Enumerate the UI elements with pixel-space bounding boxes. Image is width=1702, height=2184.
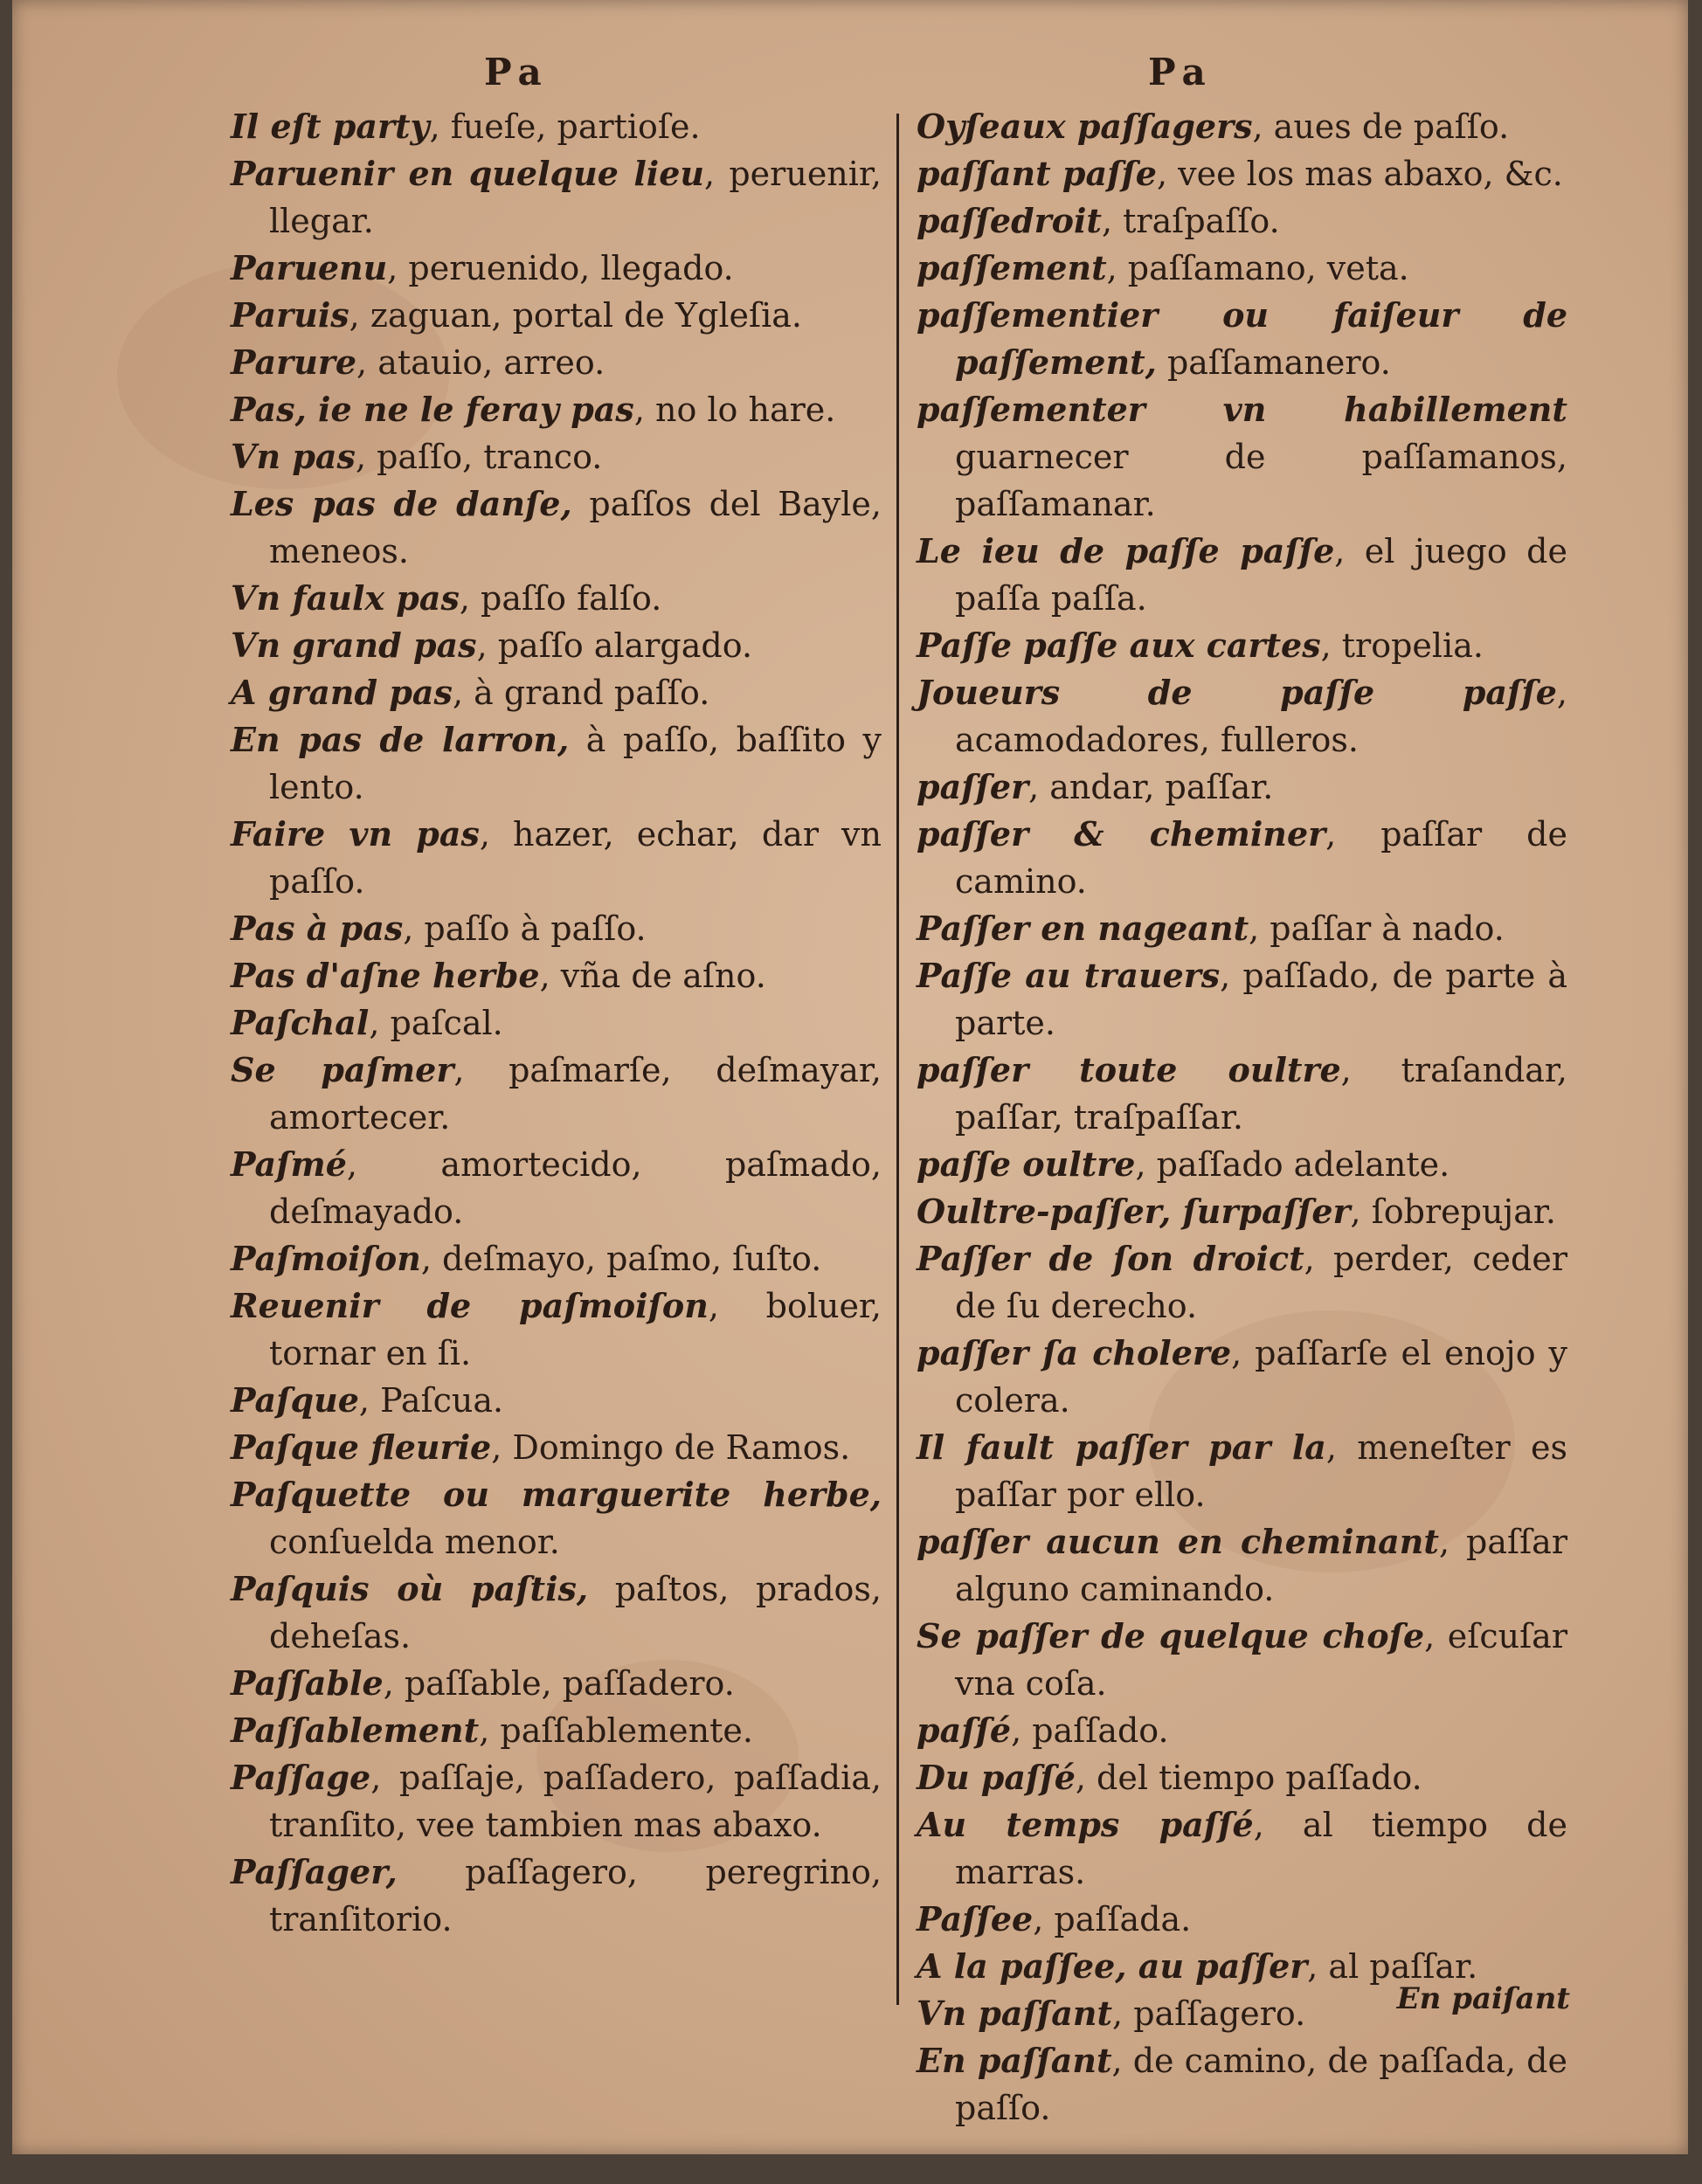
dictionary-entry [231,292,882,339]
entry-headword: Vn paſſant [917,1994,1113,2033]
entry-translation: , deſmayo, paſmo, ſuſto. [420,1240,822,1278]
dictionary-entry [917,1801,1567,1896]
entry-headword: Paſque [231,1380,359,1420]
dictionary-entry [231,716,882,811]
entry-translation: , paſſado adelante. [1135,1145,1450,1184]
left-column [231,103,882,1943]
entry-headword: Paſſage [231,1758,371,1797]
entry-translation: , peruenir, llegar. [269,155,882,240]
entry-headword: paſſer ſa cholere [917,1333,1232,1372]
entry-translation: , paſſada. [1033,1900,1192,1939]
entry-headword: Il eſt party [231,107,430,146]
dictionary-entry [231,480,882,575]
dictionary-entry [917,1754,1567,1801]
dictionary-entry [231,433,882,480]
entry-translation: , zaguan, portal de Ygleſia. [349,296,802,335]
entry-headword: paſſer & cheminer [917,814,1326,854]
entry-translation: , ſobrepujar. [1350,1192,1556,1231]
entry-translation: , Paſcua. [358,1381,504,1420]
entry-headword: Paſmé [231,1144,347,1184]
dictionary-entry [917,245,1567,292]
entry-translation: , paſmarſe, deſmayar, amortecer. [269,1051,882,1137]
dictionary-entry [917,1707,1567,1754]
dictionary-entry [231,952,882,999]
dictionary-entry [917,150,1567,197]
entry-translation: , traſpaſſo. [1102,202,1280,240]
dictionary-entry [231,999,882,1047]
entry-translation: , peruenido, llegado. [387,249,734,287]
entry-translation: , el juego de paſſa paſſa. [955,532,1567,618]
entry-translation: , tropelia. [1320,626,1484,665]
dictionary-entry [231,150,882,245]
entry-translation: paſſos del Bayle, meneos. [269,485,882,570]
dictionary-entry [917,811,1567,905]
entry-headword: Joueurs de paſſe paſſe [917,673,1557,712]
entry-headword: Pas d'aſne herbe [231,956,540,995]
dictionary-entry [917,103,1567,150]
entry-headword: En paſſant [917,2041,1112,2080]
dictionary-entry [231,669,882,716]
dictionary-entry [917,1188,1567,1235]
dictionary-entry [231,1849,882,1943]
catchword: En paiſant [1396,1981,1570,2016]
dictionary-entry [231,1235,882,1282]
dictionary-entry [231,1754,882,1849]
entry-translation: , paſſado. [1011,1711,1169,1750]
dictionary-entry [917,1235,1567,1330]
dictionary-entry [917,1330,1567,1424]
entry-translation: , atauio, arreo. [356,343,605,382]
entry-headword: Les pas de danſe, [231,484,572,523]
entry-translation: , Domingo de Ramos. [491,1428,851,1467]
entry-headword: Paſſer en nageant [917,909,1249,948]
dictionary-entry [231,339,882,386]
entry-headword: A grand pas [231,673,453,712]
entry-headword: Vn pas [231,437,356,476]
entry-translation: , paſſable, paſſadero. [383,1664,735,1703]
entry-headword: Se paſmer [231,1050,454,1089]
entry-headword: Paſchal [231,1003,370,1042]
entry-translation: , al paſſar. [1307,1947,1478,1986]
entry-translation: , vee los mas abaxo, &c. [1156,155,1563,193]
dictionary-entry [917,1896,1567,1943]
dictionary-entry [231,1471,882,1565]
entry-translation: , paſſagero. [1112,1994,1306,2033]
entry-headword: Paſſablement [231,1711,480,1750]
entry-translation: , del tiempo paſſado. [1075,1759,1422,1797]
entry-translation: paſſamanero. [1156,343,1391,382]
entry-headword: A la paſſee, au paſſer [917,1946,1308,1986]
entry-headword: Il fault paſſer par la [917,1427,1326,1467]
dictionary-entry [917,622,1567,669]
entry-headword: Paſquis où paſtis, [231,1569,589,1608]
entry-headword: paſſementier ou faiſeur de paſſement, [917,295,1567,382]
entry-headword: Paruis [231,295,349,335]
entry-headword: Paſſe au trauers [917,956,1221,995]
entry-translation: , paſſar de camino. [955,815,1567,901]
entry-translation: , no lo hare. [633,390,836,429]
entry-headword: Paſquette ou marguerite herbe, [231,1475,882,1514]
entry-translation: , paſſaje, paſſadero, paſſadia, tranſito, vee tambien mas abaxo. [269,1759,882,1844]
entry-headword: Pas, ie ne le feray pas [231,390,634,429]
entry-headword: Faire vn pas [231,814,480,854]
dictionary-entry [231,1565,882,1660]
entry-translation: , à grand paſſo. [452,674,710,712]
entry-translation: , al tiempo de marras. [955,1806,1567,1891]
entry-headword: Vn grand pas [231,625,477,665]
entry-headword: paſſer aucun en cheminant [917,1522,1439,1561]
entry-translation: , meneſter es paſſar por ello. [955,1428,1567,1514]
entry-translation: paſtos, prados, deheſas. [269,1570,882,1655]
entry-translation: , fueſe, partioſe. [429,107,701,146]
entry-headword: Paſſable [231,1663,384,1703]
entry-translation: , hazer, echar, dar vn paſſo. [269,815,882,901]
entry-translation: , acamodadores, fulleros. [955,674,1567,759]
entry-headword: paſſé [917,1711,1012,1750]
entry-translation: , boluer, tornar en ſi. [269,1287,882,1372]
dictionary-entry [231,622,882,669]
book-page [12,0,1688,2154]
entry-translation: , amortecido, paſmado, deſmayado. [269,1145,882,1231]
entry-headword: Paruenu [231,248,388,287]
dictionary-entry [917,905,1567,952]
entry-headword: Se paſſer de quelque choſe [917,1616,1425,1655]
entry-headword: Au temps paſſé [917,1805,1254,1844]
entry-headword: En pas de larron, [231,720,570,759]
entry-translation: , paſſado, de parte à parte. [955,957,1567,1042]
entry-headword: Paſſer de ſon droict [917,1239,1304,1278]
dictionary-entry [231,245,882,292]
entry-headword: Parure [231,342,357,382]
entry-headword: Vn faulx pas [231,578,460,618]
entry-headword: Oyſeaux paſſagers [917,107,1253,146]
dictionary-entry [917,1518,1567,1613]
right-page-header: Pa [1148,51,1213,93]
entry-headword: Paſſe paſſe aux cartes [917,625,1321,665]
entry-translation: guarnecer de paſſamanos, paſſamanar. [955,438,1567,523]
entry-translation: , aues de paſſo. [1252,107,1510,146]
dictionary-entry [231,1282,882,1377]
entry-translation: , paſſar alguno caminando. [955,1523,1567,1608]
entry-translation: , paſſo alargado. [476,626,753,665]
entry-translation: , paſſar à nado. [1249,909,1505,948]
column-divider [896,114,899,2005]
left-page-header: Pa [484,51,549,93]
entry-headword: paſſer toute oultre [917,1050,1341,1089]
dictionary-entry [917,952,1567,1047]
entry-headword: Paſque fleurie [231,1427,492,1467]
entry-headword: paſſer [917,767,1029,806]
dictionary-entry [231,1660,882,1707]
entry-headword: Paſmoiſon [231,1239,421,1278]
entry-headword: Paſſee [917,1899,1034,1939]
entry-headword: paſſant paſſe [917,154,1157,193]
entry-translation: , paſcal. [369,1004,503,1042]
dictionary-entry [917,1047,1567,1141]
entry-translation: , paſſarſe el enojo y colera. [955,1334,1567,1420]
entry-translation: , vña de aſno. [539,957,766,995]
entry-headword: Pas à pas [231,909,404,948]
dictionary-entry [917,292,1567,386]
entry-headword: Paſſager, [231,1852,398,1891]
dictionary-entry [231,905,882,952]
dictionary-entry [917,2037,1567,2132]
dictionary-entry [231,103,882,150]
entry-headword: paſſement [917,248,1107,287]
entry-translation: , andar, paſſar. [1028,768,1274,806]
entry-translation: , paſſablemente. [479,1711,753,1750]
dictionary-entry [231,1377,882,1424]
dictionary-entry [231,386,882,433]
entry-headword: paſſe oultre [917,1144,1136,1184]
dictionary-entry [231,811,882,905]
dictionary-entry [231,1424,882,1471]
entry-translation: à paſſo, baſſito y lento. [269,721,882,806]
dictionary-entry [917,386,1567,528]
entry-headword: Du paſſé [917,1758,1076,1797]
entry-headword: Le ieu de paſſe paſſe [917,531,1335,570]
dictionary-entry [231,1707,882,1754]
entry-headword: Paruenir en quelque lieu [231,154,705,193]
entry-translation: , paſſamano, veta. [1106,249,1409,287]
entry-translation: , eſcuſar vna coſa. [955,1617,1567,1703]
entry-headword: paſſedroit [917,201,1102,240]
entry-translation: paſſagero, peregrino, tranſitorio. [269,1853,882,1939]
dictionary-entry [917,528,1567,622]
entry-headword: paſſementer vn habillement [917,390,1567,429]
entry-headword: Oultre-paſſer, ſurpaſſer [917,1192,1351,1231]
dictionary-entry [917,669,1567,764]
dictionary-entry [231,1141,882,1235]
dictionary-entry [917,764,1567,811]
dictionary-entry [231,1047,882,1141]
entry-translation: conſuelda menor. [269,1523,560,1561]
dictionary-entry [917,1141,1567,1188]
entry-translation: , de camino, de paſſada, de paſſo. [955,2042,1567,2127]
right-column [917,103,1567,2132]
entry-headword: Reuenir de paſmoiſon [231,1286,709,1325]
dictionary-entry [917,1424,1567,1518]
dictionary-entry [231,575,882,622]
dictionary-entry [917,1613,1567,1707]
dictionary-entry [917,197,1567,245]
entry-translation: , paſſo falſo. [459,579,662,618]
entry-translation: , perder, ceder de ſu derecho. [955,1240,1567,1325]
entry-translation: , traſandar, paſſar, traſpaſſar. [955,1051,1567,1137]
entry-translation: , paſſo à paſſo. [403,909,647,948]
entry-translation: , paſſo, tranco. [355,438,603,476]
